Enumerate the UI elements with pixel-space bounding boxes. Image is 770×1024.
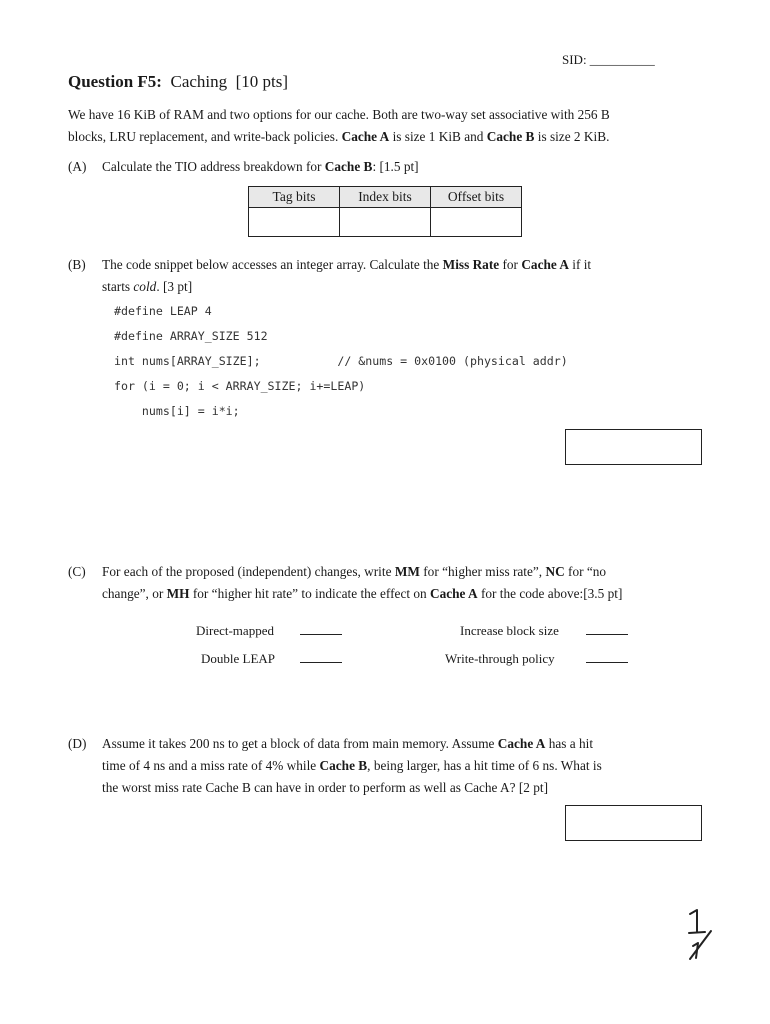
part-c-label: (C)	[68, 564, 86, 579]
intro-line-1: We have 16 KiB of RAM and two options for our cache. Both are two-way set associative with 256 B	[68, 107, 610, 122]
code-line-1: #define LEAP 4	[114, 304, 212, 318]
answer-blank-direct-mapped[interactable]	[300, 634, 342, 635]
part-d-prompt: (D) Assume it takes 200 ns to get a block of data from main memory. Assume Cache A has a hit time of 4 ns and a miss rate of 4% while Cache B, being larger, has a hit time of 6 ns. What is the worst miss rate Cache B can have in order to perform as well as Cache A? [2 pt]	[68, 733, 602, 799]
index-bits-answer[interactable]	[340, 208, 431, 237]
part-b-label: (B)	[68, 257, 86, 272]
answer-blank-increase-block-size[interactable]	[586, 634, 628, 635]
worst-miss-rate-answer-box[interactable]	[565, 805, 702, 841]
index-bits-header: Index bits	[340, 187, 431, 208]
code-line-5: nums[i] = i*i;	[114, 404, 240, 418]
part-a-label: (A)	[68, 159, 87, 174]
offset-bits-header: Offset bits	[431, 187, 522, 208]
sid-field: SID: __________	[562, 52, 655, 67]
code-line-4: for (i = 0; i < ARRAY_SIZE; i+=LEAP)	[114, 379, 366, 393]
option-direct-mapped: Direct-mapped	[196, 623, 274, 638]
code-line-2: #define ARRAY_SIZE 512	[114, 329, 268, 343]
answer-blank-write-through[interactable]	[586, 662, 628, 663]
question-points: [10 pts]	[235, 72, 289, 91]
part-d-label: (D)	[68, 736, 87, 751]
tag-bits-header: Tag bits	[249, 187, 340, 208]
intro-line-2: blocks, LRU replacement, and write-back policies. Cache A is size 1 KiB and Cache B is size 2 KiB.	[68, 129, 610, 144]
part-c-prompt: (C) For each of the proposed (independent) changes, write MM for “higher miss rate”, NC for “no change”, or MH for “higher hit rate” to indicate the effect on Cache A for the code above:[3.5 pt]	[68, 561, 622, 605]
question-label: Question F5:	[68, 72, 162, 91]
tag-bits-answer[interactable]	[249, 208, 340, 237]
part-a-prompt: (A) Calculate the TIO address breakdown for Cache B: [1.5 pt]	[68, 156, 419, 178]
offset-bits-answer[interactable]	[431, 208, 522, 237]
question-title	[68, 72, 288, 92]
option-double-leap: Double LEAP	[201, 651, 276, 666]
answer-blank-double-leap[interactable]	[300, 662, 342, 663]
miss-rate-answer-box[interactable]	[565, 429, 702, 465]
option-increase-block-size: Increase block size	[460, 623, 559, 638]
part-b-prompt: (B) The code snippet below accesses an integer array. Calculate the Miss Rate for Cache A if it starts cold. [3 pt]	[68, 254, 591, 298]
tio-table	[248, 186, 522, 237]
question-topic: Caching	[170, 72, 228, 91]
code-line-3: int nums[ARRAY_SIZE]; // &nums = 0x0100 (physical addr)	[114, 354, 568, 368]
option-write-through: Write-through policy	[445, 651, 555, 666]
handwritten-page-mark	[682, 905, 722, 967]
intro-paragraph	[68, 104, 610, 148]
